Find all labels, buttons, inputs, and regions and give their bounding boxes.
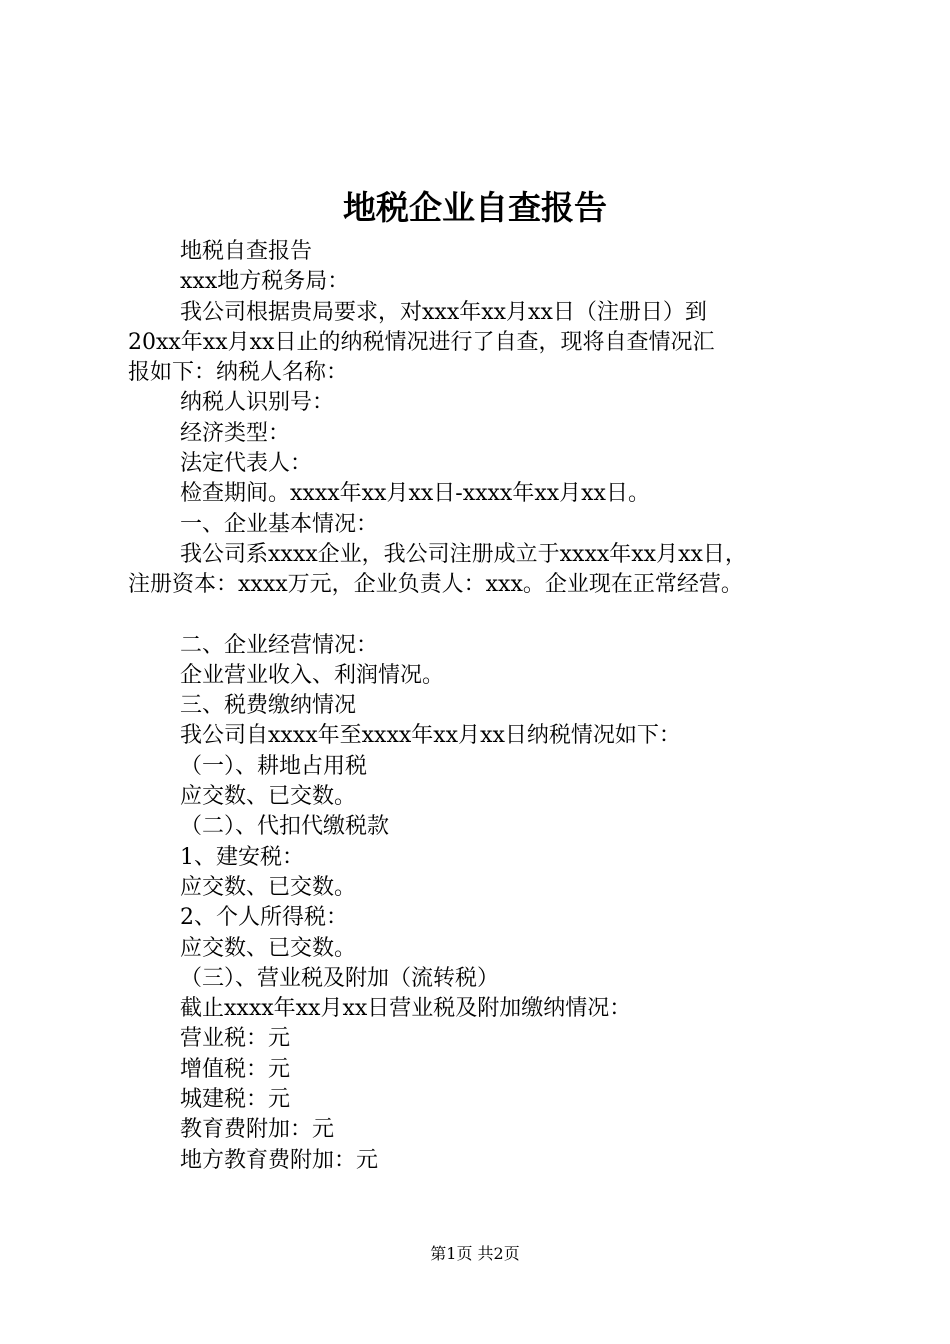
subsection-heading: （二）、代扣代缴税款 [180,814,390,840]
body-line: 地税自查报告 [180,239,313,264]
body-line: 地方教育费附加：元 [180,1147,379,1173]
body-line: 截止xxxx年xx月xx日营业税及附加缴纳情况： [180,996,632,1022]
body-line: 我公司系xxxx企业，我公司注册成立于xxxx年xx月xx日， [180,541,747,567]
body-line: 报如下：纳税人名称： [128,360,349,386]
page-footer: 第1页 共2页 [430,1244,520,1263]
body-line: 注册资本：xxxx万元，企业负责人：xxx。企业现在正常经营。 [128,572,743,598]
paragraph-gap [128,601,848,631]
body-line: xxx地方税务局： [180,269,350,295]
body-line: 增值税：元 [180,1056,291,1082]
body-line: 营业税：元 [180,1026,291,1052]
body-line: 法定代表人： [180,451,313,477]
subsection-heading: （一）、耕地占用税 [180,753,368,779]
body-line: 城建税：元 [180,1087,291,1113]
body-line: 经济类型： [180,420,291,446]
body-line: 教育费附加：元 [180,1117,335,1143]
body-line: 1、建安税： [180,844,304,870]
document-title: 地税企业自查报告 [343,188,607,227]
body-line: 纳税人识别号： [180,390,335,416]
body-line: 检查期间。xxxx年xx月xx日-xxxx年xx月xx日。 [180,481,650,507]
body-line: 我公司根据贵局要求，对xxx年xx月xx日（注册日）到 [180,299,707,325]
body-line: 应交数、已交数。 [180,874,357,900]
body-line: 20xx年xx月xx日止的纳税情况进行了自查，现将自查情况汇 [128,329,715,355]
section-heading: 一、企业基本情况： [180,511,379,537]
subsection-heading: （三）、营业税及附加（流转税） [180,965,500,991]
body-line: 应交数、已交数。 [180,935,357,961]
body-line: 我公司自xxxx年至xxxx年xx月xx日纳税情况如下： [180,723,681,749]
body-line: 企业营业收入、利润情况。 [180,662,445,688]
section-heading: 三、税费缴纳情况 [180,693,357,719]
body-line: 2、个人所得税： [180,905,348,931]
body-line: 应交数、已交数。 [180,784,357,810]
document-body [128,237,848,1176]
section-heading: 二、企业经营情况： [180,632,379,658]
